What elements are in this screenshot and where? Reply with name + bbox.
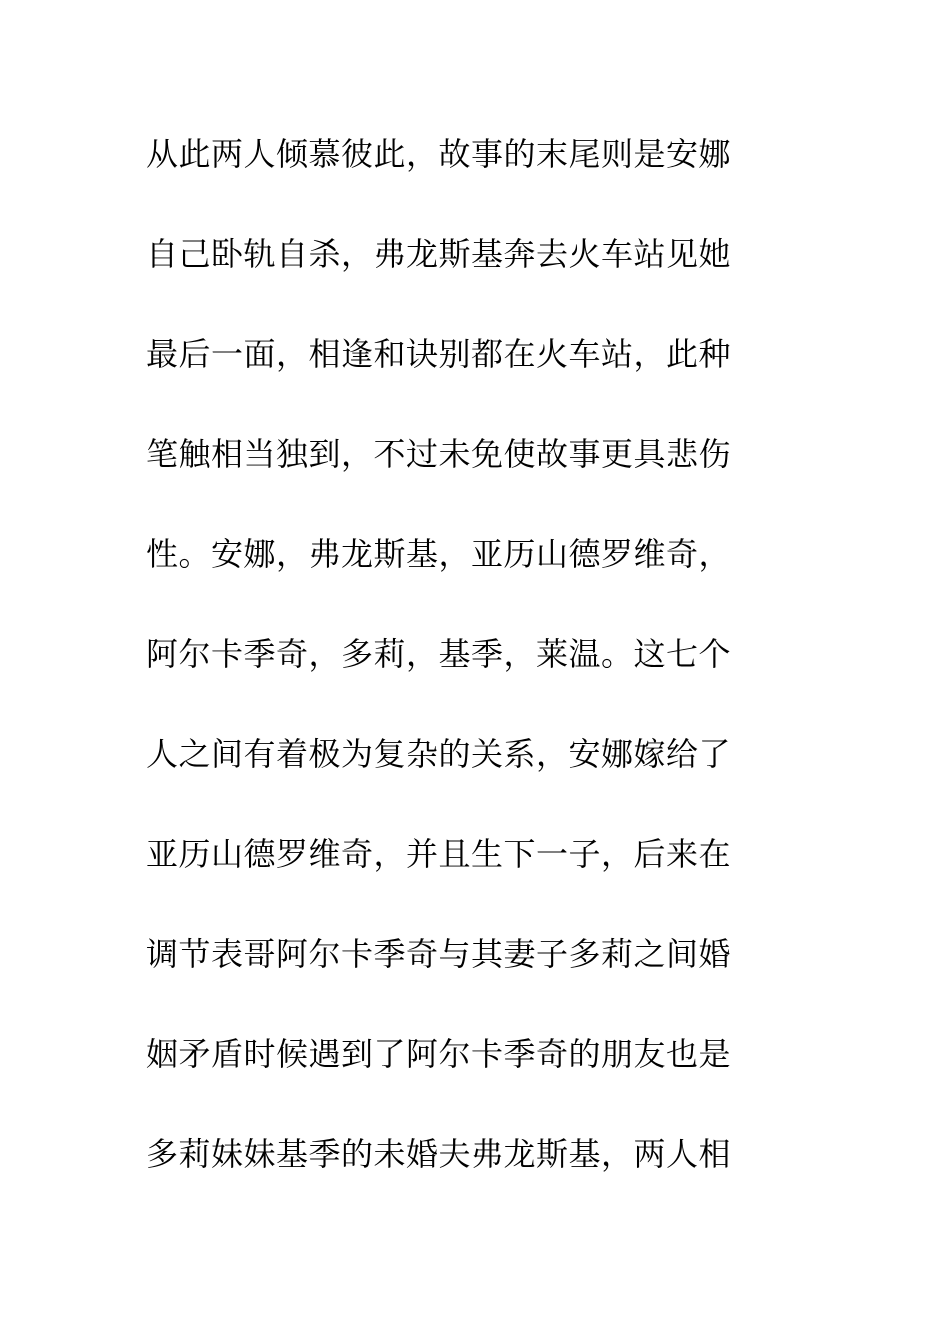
text-line: 性。安娜，弗龙斯基，亚历山德罗维奇， <box>146 535 732 573</box>
text-line: 最后一面，相逢和诀别都在火车站，此种 <box>146 335 732 373</box>
text-line: 从此两人倾慕彼此，故事的末尾则是安娜 <box>146 135 732 173</box>
text-line: 笔触相当独到，不过未免使故事更具悲伤 <box>146 435 732 473</box>
text-line: 阿尔卡季奇，多莉，基季，莱温。这七个 <box>146 635 732 673</box>
text-line: 亚历山德罗维奇，并且生下一子，后来在 <box>146 835 732 873</box>
text-line: 多莉妹妹基季的未婚夫弗龙斯基，两人相 <box>146 1135 732 1173</box>
text-line: 自己卧轨自杀，弗龙斯基奔去火车站见她 <box>146 235 732 273</box>
text-line: 人之间有着极为复杂的关系，安娜嫁给了 <box>146 735 732 773</box>
text-line: 调节表哥阿尔卡季奇与其妻子多莉之间婚 <box>146 935 732 973</box>
text-line: 姻矛盾时候遇到了阿尔卡季奇的朋友也是 <box>146 1035 732 1073</box>
body-text <box>146 122 786 1222</box>
